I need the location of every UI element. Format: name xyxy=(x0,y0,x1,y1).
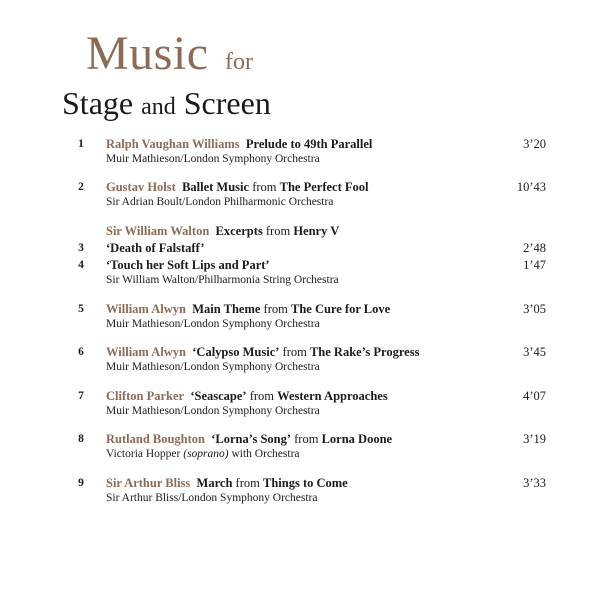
track-1-title-row xyxy=(0,136,600,152)
from-connector: from xyxy=(294,432,319,446)
track-7-performers-row xyxy=(0,403,600,419)
track-9-title-row xyxy=(0,475,600,491)
track-9-performers-row xyxy=(0,490,600,506)
from-connector: from xyxy=(282,345,307,359)
duration: 3’45 xyxy=(523,345,546,359)
track-6-title-row xyxy=(0,344,600,360)
performers: Muir Mathieson/London Symphony Orchestra xyxy=(106,405,320,417)
duration: 3’19 xyxy=(523,432,546,446)
composer: William Alwyn xyxy=(106,302,186,316)
duration: 3’20 xyxy=(523,137,546,151)
track-number: 6 xyxy=(78,346,84,358)
composer: Sir William Walton xyxy=(106,224,210,238)
work-title: Prelude to 49th Parallel xyxy=(245,137,373,151)
track-number: 8 xyxy=(78,433,84,445)
performers: Sir Arthur Bliss/London Symphony Orchestra xyxy=(106,492,318,504)
track-number: 5 xyxy=(78,303,84,315)
composer: Rutland Boughton xyxy=(106,432,205,446)
track-1-performers-row xyxy=(0,151,600,167)
performer-name: Victoria Hopper xyxy=(106,448,181,460)
work-source: Things to Come xyxy=(262,476,348,490)
performers: Muir Mathieson/London Symphony Orchestra xyxy=(106,318,320,330)
composer: Ralph Vaughan Williams xyxy=(106,137,240,151)
work-title: ‘Lorna’s Song’ xyxy=(211,432,292,446)
work-source: Lorna Doone xyxy=(321,432,393,446)
track-5-performers-row xyxy=(0,316,600,332)
work-title: Excerpts xyxy=(215,224,263,238)
walton-heading-row xyxy=(0,223,600,239)
performer-rest: with Orchestra xyxy=(231,448,300,460)
composer: Gustav Holst xyxy=(106,180,176,194)
track-number: 9 xyxy=(78,477,84,489)
work-title: ‘Touch her Soft Lips and Part’ xyxy=(106,258,270,272)
work-source: Western Approaches xyxy=(277,389,388,403)
work-title: March xyxy=(196,476,233,490)
work-title: Ballet Music xyxy=(182,180,250,194)
track-number: 2 xyxy=(78,181,84,193)
track-2-performers-row xyxy=(0,194,600,210)
duration: 3’33 xyxy=(523,476,546,490)
title-for: for xyxy=(225,49,253,75)
performers: Sir William Walton/Philharmonia String Orchestra xyxy=(106,274,339,286)
from-connector: from xyxy=(249,389,275,403)
track-8-title-row xyxy=(0,431,600,447)
work-title: ‘Calypso Music’ xyxy=(192,345,280,359)
track-8-performers-row xyxy=(0,446,600,462)
track-4-performers-row xyxy=(0,272,600,288)
composer: Sir Arthur Bliss xyxy=(106,476,191,490)
performer-role: (soprano) xyxy=(183,448,229,460)
work-title: ‘Seascape’ xyxy=(190,389,247,403)
from-connector: from xyxy=(252,180,277,194)
track-number: 3 xyxy=(78,242,84,254)
track-2-title-row xyxy=(0,179,600,195)
work-source: Henry V xyxy=(293,224,340,238)
composer: William Alwyn xyxy=(106,345,186,359)
performers: Sir Adrian Boult/London Philharmonic Orchestra xyxy=(106,196,334,208)
duration: 10’43 xyxy=(516,180,546,194)
title-stage: Stage xyxy=(62,85,134,121)
from-connector: from xyxy=(235,476,260,490)
track-5-title-row xyxy=(0,301,600,317)
from-connector: from xyxy=(263,302,288,316)
from-connector: from xyxy=(265,224,291,238)
title-music: Music xyxy=(86,27,209,80)
work-source: The Rake’s Progress xyxy=(309,345,420,359)
work-title: ‘Death of Falstaff’ xyxy=(106,241,205,255)
duration: 4’07 xyxy=(523,389,546,403)
duration: 3’05 xyxy=(523,302,546,316)
work-title: Main Theme xyxy=(192,302,261,316)
track-7-title-row xyxy=(0,388,600,404)
track-3-title-row xyxy=(0,240,600,256)
title-screen: Screen xyxy=(183,85,271,121)
track-6-performers-row xyxy=(0,359,600,375)
performers: Muir Mathieson/London Symphony Orchestra xyxy=(106,361,320,373)
title-and: and xyxy=(141,94,176,120)
performers: Muir Mathieson/London Symphony Orchestra xyxy=(106,153,320,165)
track-number: 1 xyxy=(78,138,84,150)
duration: 2’48 xyxy=(523,241,546,255)
track-number: 7 xyxy=(78,390,84,402)
duration: 1’47 xyxy=(523,258,546,272)
track-4-title-row xyxy=(0,257,600,273)
work-source: The Cure for Love xyxy=(290,302,391,316)
track-number: 4 xyxy=(78,259,84,271)
work-source: The Perfect Fool xyxy=(279,180,369,194)
composer: Clifton Parker xyxy=(106,389,185,403)
